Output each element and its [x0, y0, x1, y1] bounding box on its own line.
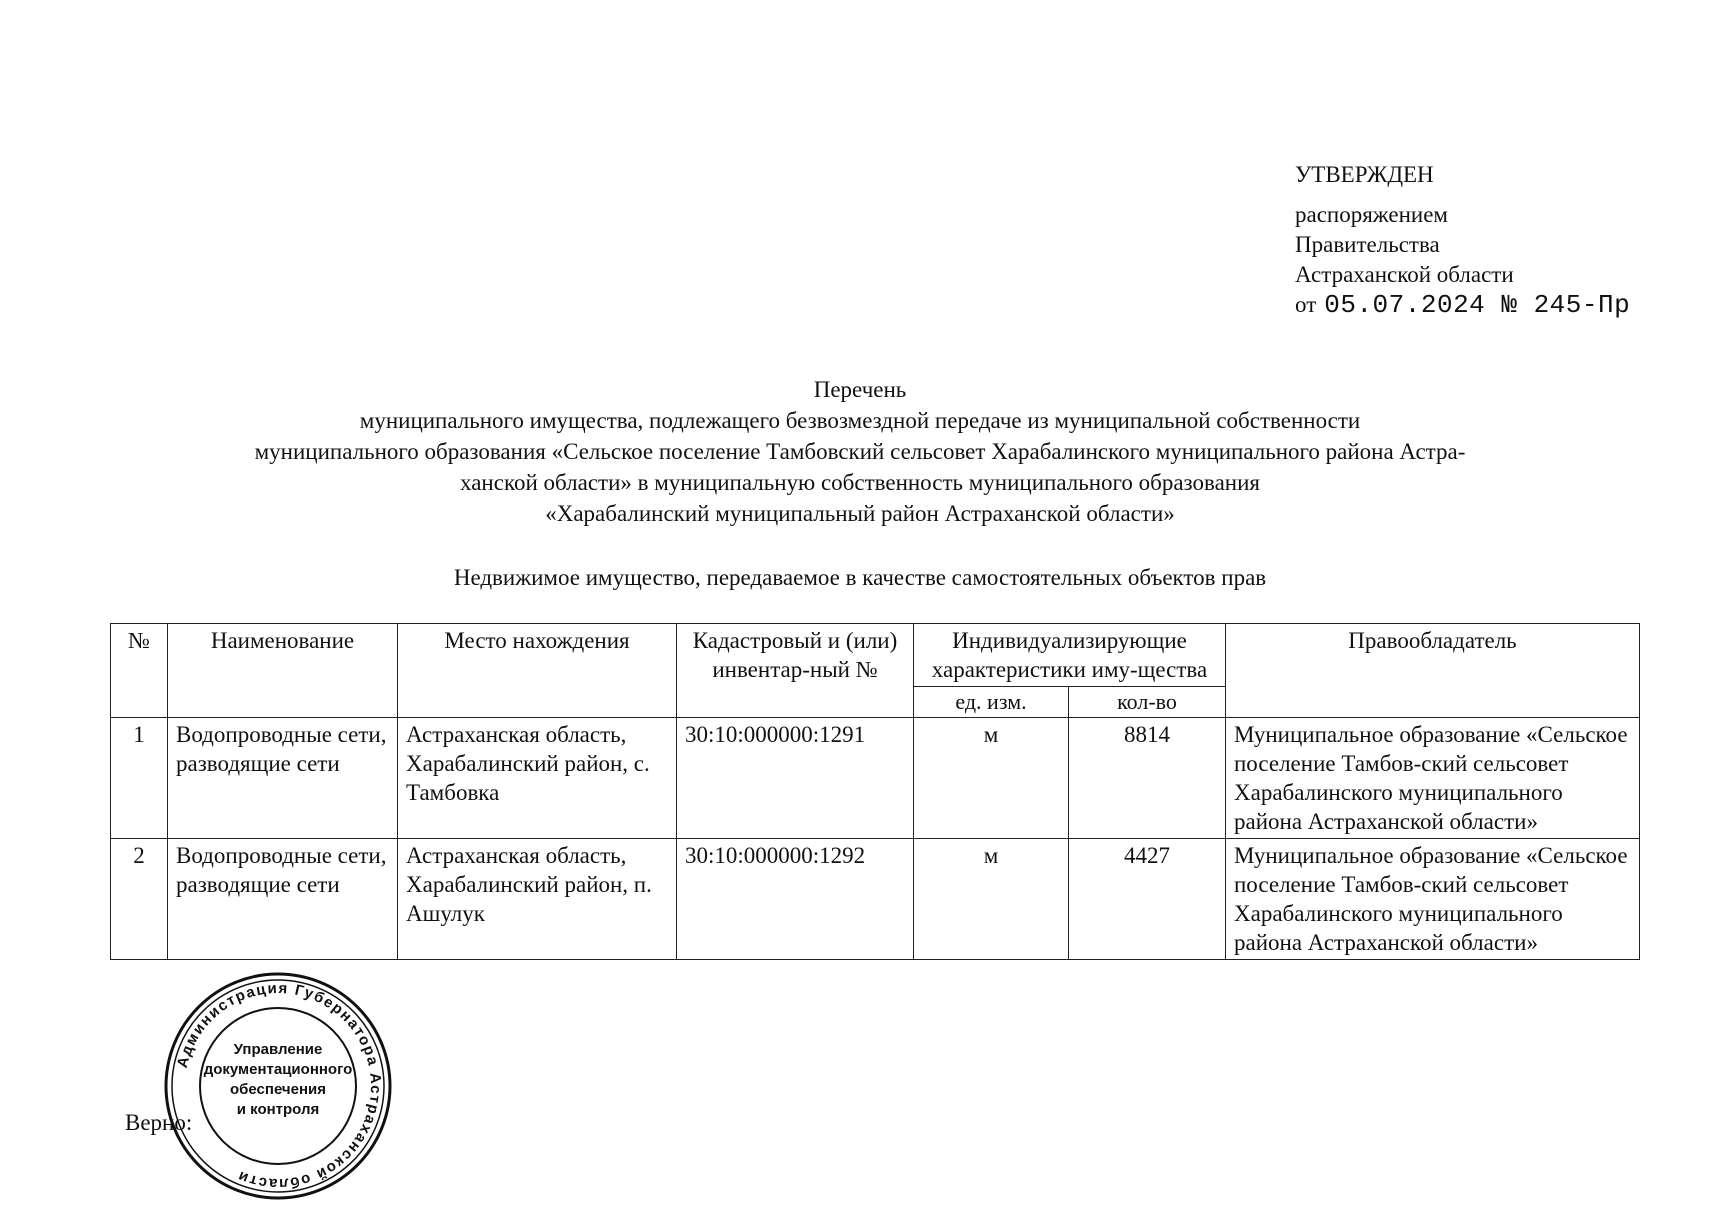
cell-cadastral: 30:10:000000:1291: [677, 718, 914, 839]
cell-unit: м: [914, 839, 1069, 960]
seal-inner-line-2: документационного: [203, 1061, 353, 1078]
approval-date-prefix: от: [1295, 292, 1317, 317]
table-row: [111, 718, 1640, 839]
cell-place: Астраханская область, Харабалинский район, с. Тамбовка: [398, 718, 677, 839]
property-table: [110, 623, 1640, 960]
approval-line-1: распоряжением: [1295, 202, 1448, 227]
title-line-2: муниципального имущества, подлежащего безвозмездной передаче из муниципальной собственности: [359, 408, 1361, 433]
header-place: Место нахождения: [398, 624, 677, 718]
table-row: [111, 839, 1640, 960]
cell-holder: Муниципальное образование «Сельское поселение Тамбов-ский сельсовет Харабалинского муниципального района Астраханской области»: [1226, 718, 1640, 839]
header-qty: кол-во: [1069, 687, 1226, 718]
approval-line-3: Астраханской области: [1295, 262, 1514, 287]
cell-name: Водопроводные сети, разводящие сети: [168, 839, 398, 960]
title-line-3: муниципального образования «Сельское поселение Тамбовский сельсовет Харабалинского муниципального района Астра-: [254, 439, 1466, 464]
approval-block: [1295, 160, 1630, 320]
seal-inner-line-3: обеспечения: [229, 1081, 327, 1098]
seal-inner-text: [192, 1040, 364, 1120]
cell-unit: м: [914, 718, 1069, 839]
document-title: [110, 374, 1610, 529]
approval-line-2: Правительства: [1295, 232, 1440, 257]
cell-name: Водопроводные сети, разводящие сети: [168, 718, 398, 839]
cell-qty: 4427: [1069, 839, 1226, 960]
approval-date-number: 05.07.2024 № 245-Пр: [1324, 290, 1631, 320]
seal-inner-line-1: Управление: [233, 1041, 323, 1058]
header-unit: ед. изм.: [914, 687, 1069, 718]
seal-ring-path-text: Администрация Губернатора Астраханской области: [173, 979, 385, 1193]
title-line-1: Перечень: [813, 377, 907, 402]
seal-inner-line-4: и контроля: [236, 1101, 320, 1118]
cell-holder: Муниципальное образование «Сельское поселение Тамбов-ский сельсовет Харабалинского муниципального района Астраханской области»: [1226, 839, 1640, 960]
cell-no: 1: [111, 718, 168, 839]
approval-heading: УТВЕРЖДЕН: [1295, 162, 1434, 187]
title-line-4: ханской области» в муниципальную собственность муниципального образования: [460, 470, 1260, 495]
cell-cadastral: 30:10:000000:1292: [677, 839, 914, 960]
header-cadastral: Кадастровый и (или) инвентар-ный №: [677, 624, 914, 718]
cell-no: 2: [111, 839, 168, 960]
official-seal: [162, 970, 394, 1202]
certification-label: Верно:: [125, 1110, 193, 1135]
header-no: №: [111, 624, 168, 718]
document-subtitle: Недвижимое имущество, передаваемое в качестве самостоятельных объектов прав: [453, 565, 1267, 590]
cell-qty: 8814: [1069, 718, 1226, 839]
header-name: Наименование: [168, 624, 398, 718]
header-characteristics: Индивидуализирующие характеристики иму-щества: [914, 624, 1226, 687]
header-holder: Правообладатель: [1226, 624, 1640, 718]
approval-date-line: [1295, 290, 1630, 320]
title-line-5: «Харабалинский муниципальный район Астраханской области»: [545, 501, 1175, 526]
cell-place: Астраханская область, Харабалинский район, п. Ашулук: [398, 839, 677, 960]
